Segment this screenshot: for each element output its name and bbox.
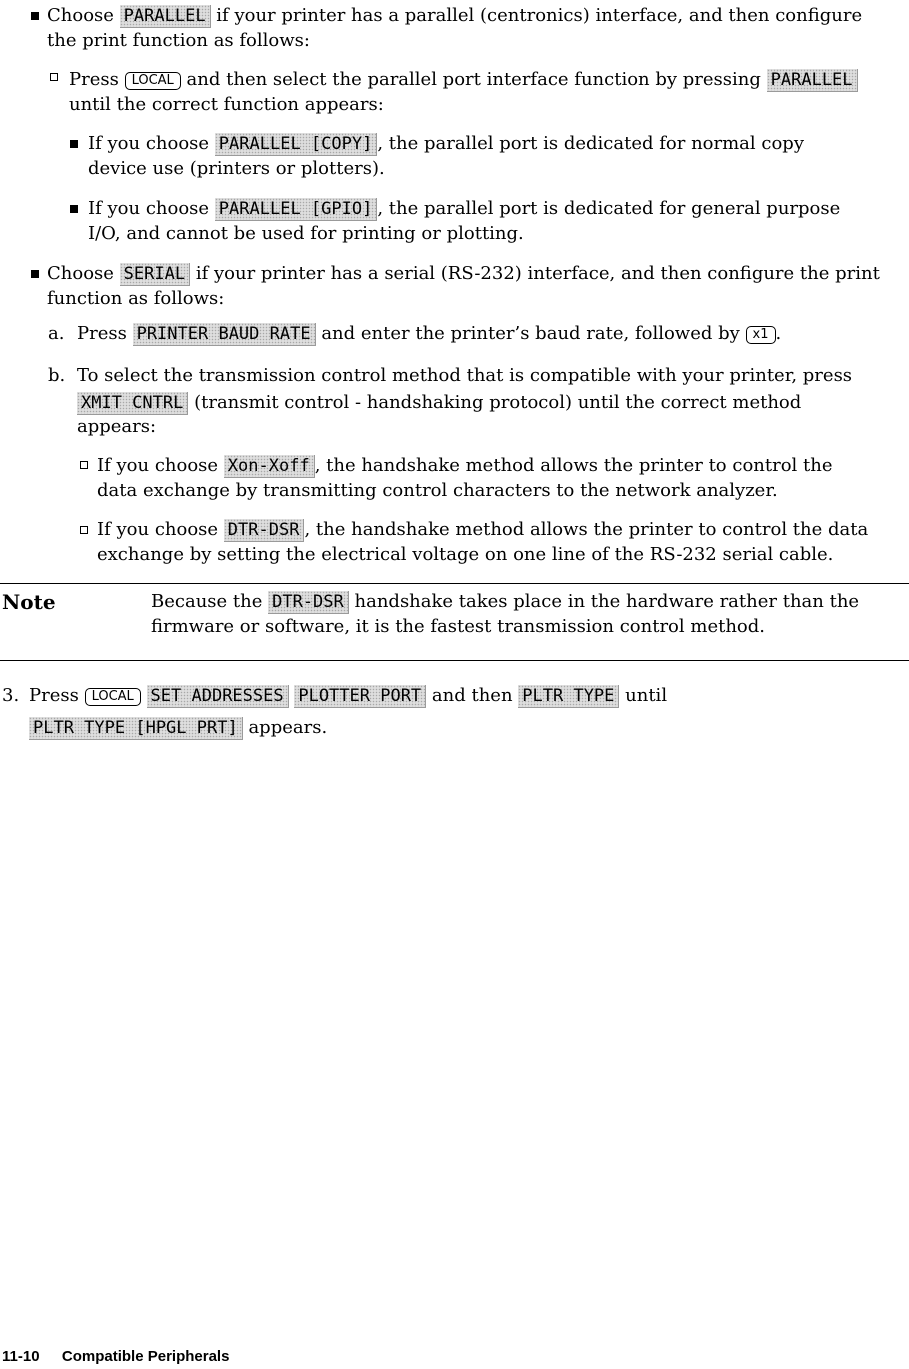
step-3-label: 3. <box>2 685 20 706</box>
step-3-line2: PLTR TYPE [HPGL PRT] appears. <box>29 715 327 741</box>
x1-hardkey[interactable]: x1 <box>746 326 776 344</box>
bullet-filled-icon <box>70 140 78 148</box>
dtr-dsr-item: If you choose DTR-DSR , the handshake method allows the printer to control the data <box>97 519 869 540</box>
printer-baud-rate-softkey[interactable]: PRINTER BAUD RATE <box>133 323 316 346</box>
parallel-press-local: Press LOCAL and then select the parallel port interface function by pressing PARALLEL <box>69 67 858 93</box>
xmit-cntrl-softkey[interactable]: XMIT CNTRL <box>77 392 188 415</box>
parallel-copy-item: If you choose PARALLEL [COPY] , the parallel port is dedicated for normal copy <box>88 133 804 154</box>
bullet-parallel-line2: the print function as follows: <box>47 30 310 51</box>
parallel-copy-line2: device use (printers or plotters). <box>88 158 385 179</box>
note-rule-bottom <box>0 660 909 661</box>
bullet-open-icon <box>80 526 88 534</box>
section-title: Compatible Peripherals <box>61 1348 230 1365</box>
note-rule-top <box>0 583 909 584</box>
parallel-copy-softkey[interactable]: PARALLEL [COPY] <box>215 133 378 156</box>
dtr-dsr-softkey[interactable]: DTR-DSR <box>268 591 349 614</box>
local-hardkey[interactable]: LOCAL <box>125 72 181 90</box>
note-label: Note <box>2 590 56 614</box>
pltr-type-softkey[interactable]: PLTR TYPE <box>518 685 619 708</box>
note-text: Because the DTR-DSR handshake takes place in the hardware rather than the <box>151 591 860 612</box>
parallel-gpio-softkey[interactable]: PARALLEL [GPIO] <box>215 198 378 221</box>
xon-xoff-line2: data exchange by transmitting control characters to the network analyzer. <box>97 480 778 501</box>
bullet-serial: Choose SERIAL if your printer has a serial (RS-232) interface, and then configure the print <box>47 263 880 284</box>
set-addresses-softkey[interactable]: SET ADDRESSES <box>147 685 289 708</box>
note-text-line2: firmware or software, it is the fastest transmission control method. <box>151 616 766 637</box>
step-a-text: Press PRINTER BAUD RATE and enter the printer’s baud rate, followed by x1 . <box>77 323 782 344</box>
step-a-label: a. <box>48 323 65 344</box>
bullet-open-icon <box>80 461 88 469</box>
dtr-dsr-line2: exchange by setting the electrical voltage on one line of the RS-232 serial cable. <box>97 544 834 565</box>
serial-softkey[interactable]: SERIAL <box>120 263 190 286</box>
bullet-filled-icon <box>31 270 39 278</box>
step-b-line3: appears: <box>77 416 157 437</box>
dtr-dsr-softkey[interactable]: DTR-DSR <box>224 519 305 542</box>
parallel-gpio-item: If you choose PARALLEL [GPIO] , the parallel port is dedicated for general purpose <box>88 198 841 219</box>
xon-xoff-softkey[interactable]: Xon-Xoff <box>224 455 315 478</box>
parallel-gpio-line2: I/O, and cannot be used for printing or plotting. <box>88 223 524 244</box>
bullet-filled-icon <box>31 12 39 20</box>
page-number: 11-10 <box>2 1348 40 1365</box>
bullet-open-icon <box>50 73 58 81</box>
xon-xoff-item: If you choose Xon-Xoff , the handshake method allows the printer to control the <box>97 455 833 476</box>
step-b-label: b. <box>48 365 66 386</box>
bullet-filled-icon <box>70 205 78 213</box>
pltr-type-hpgl-prt-softkey[interactable]: PLTR TYPE [HPGL PRT] <box>29 717 243 740</box>
local-hardkey[interactable]: LOCAL <box>85 688 141 706</box>
parallel-softkey[interactable]: PARALLEL <box>120 5 211 28</box>
page-footer <box>2 1344 229 1369</box>
bullet-serial-line2: function as follows: <box>47 288 225 309</box>
step-3-text: Press LOCAL SET ADDRESSES PLOTTER PORT and then PLTR TYPE until <box>29 685 668 706</box>
step-b-line2: XMIT CNTRL (transmit control - handshaking protocol) until the correct method <box>77 390 801 416</box>
parallel-softkey[interactable]: PARALLEL <box>767 69 858 92</box>
parallel-press-local-line2: until the correct function appears: <box>69 94 384 115</box>
step-b-line1: To select the transmission control method that is compatible with your printer, press <box>77 365 853 386</box>
bullet-parallel: Choose PARALLEL if your printer has a parallel (centronics) interface, and then configure <box>47 5 863 26</box>
plotter-port-softkey[interactable]: PLOTTER PORT <box>294 685 426 708</box>
